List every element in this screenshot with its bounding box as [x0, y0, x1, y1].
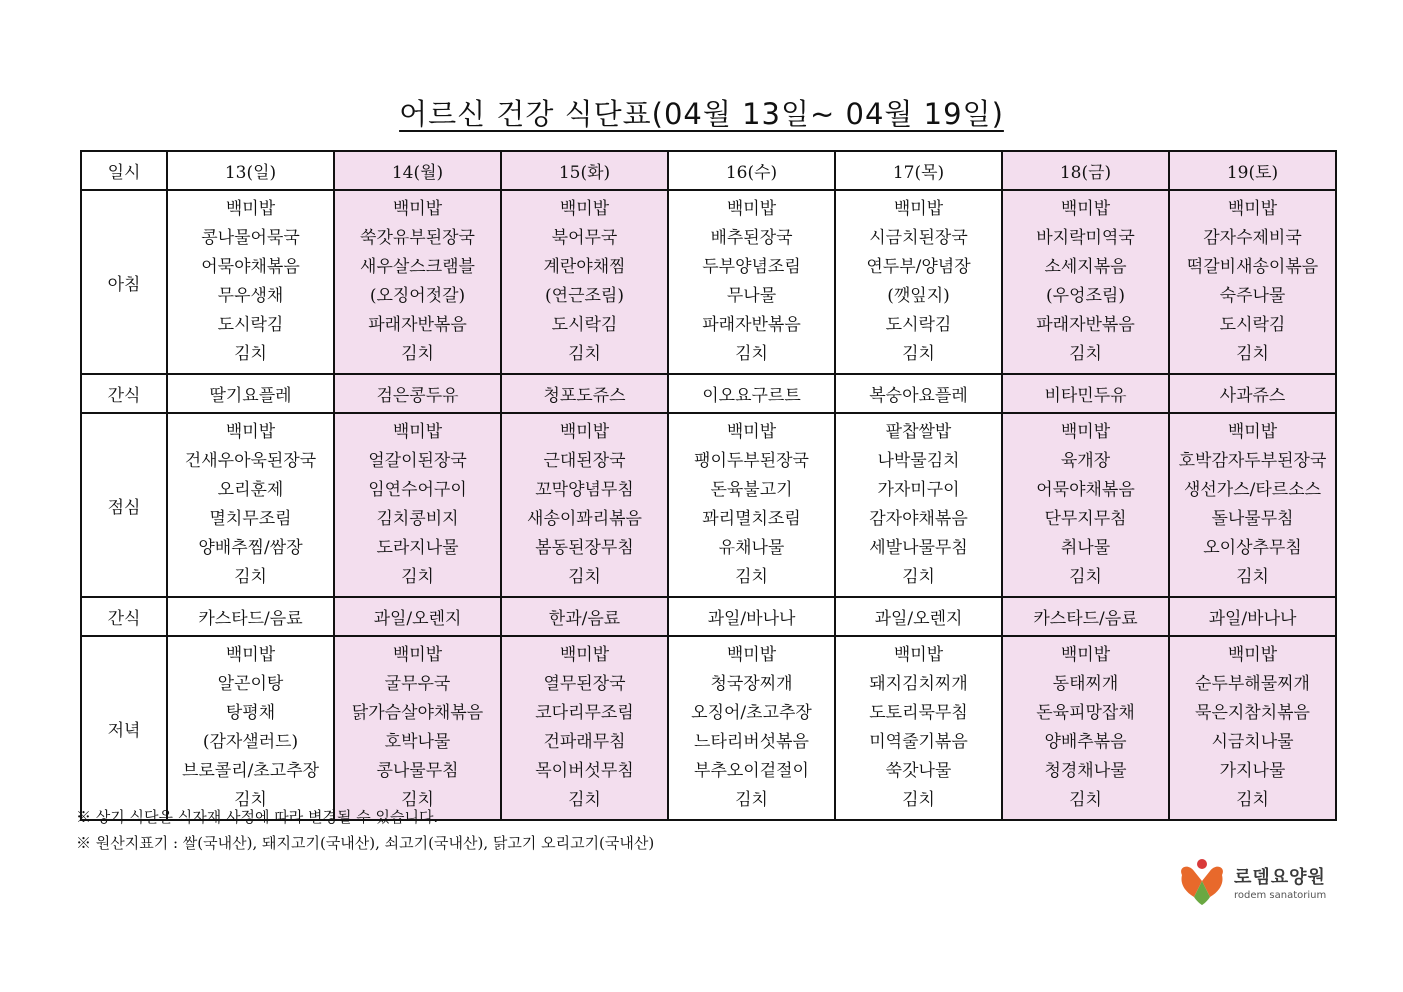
breakfast-row — [81, 190, 1336, 374]
menu-item: 김치 — [1236, 567, 1269, 587]
menu-item: 브로콜리/초고추장 — [181, 761, 320, 781]
row-label-snack: 간식 — [81, 374, 167, 413]
menu-item: 쑥갓유부된장국 — [360, 228, 475, 248]
snack-row — [81, 597, 1336, 636]
menu-item: 청국장찌개 — [710, 674, 793, 694]
menu-item: 두부양념조림 — [702, 257, 801, 277]
menu-item: 새우살스크램블 — [360, 257, 475, 277]
menu-item: 새송이꽈리볶음 — [527, 509, 642, 529]
menu-item-list — [1170, 637, 1335, 819]
menu-item-list — [502, 414, 667, 596]
menu-item-list — [502, 191, 667, 373]
menu-item-list — [1170, 414, 1335, 596]
menu-cell — [1002, 190, 1169, 374]
logo — [1176, 857, 1341, 909]
menu-cell — [835, 190, 1002, 374]
logo-name: 로뎀요양원 — [1234, 867, 1326, 888]
menu-cell — [167, 190, 334, 374]
menu-item-list — [669, 191, 834, 373]
snack-cell: 이오요구르트 — [668, 374, 835, 413]
menu-item: 백미밥 — [893, 199, 944, 219]
menu-cell — [501, 636, 668, 820]
menu-item: 양배추볶음 — [1044, 732, 1127, 752]
menu-item: 건파래무침 — [543, 732, 626, 752]
menu-item: 백미밥 — [1060, 645, 1111, 665]
menu-item: 김치 — [1236, 344, 1269, 364]
menu-item: 백미밥 — [893, 645, 944, 665]
menu-item-list — [836, 191, 1001, 373]
menu-item: 순두부해물찌개 — [1195, 674, 1310, 694]
menu-item-list — [836, 414, 1001, 596]
menu-item: 백미밥 — [726, 422, 777, 442]
menu-item: 건새우아욱된장국 — [184, 451, 317, 471]
menu-item: (우엉조림) — [1046, 286, 1125, 306]
menu-item: 콩나물어묵국 — [201, 228, 300, 248]
snack-cell: 한과/음료 — [501, 597, 668, 636]
menu-cell — [334, 413, 501, 597]
menu-item: 도토리묵무침 — [869, 703, 968, 723]
menu-item: 굴무우국 — [384, 674, 451, 694]
menu-item: 계란야채찜 — [543, 257, 626, 277]
menu-item: 도시락김 — [217, 315, 284, 335]
menu-item: 열무된장국 — [543, 674, 626, 694]
menu-item-list — [1003, 191, 1168, 373]
snack-cell: 딸기요플레 — [167, 374, 334, 413]
title-text: 어르신 건강 식단표(04월 13일~ 04월 19일) — [399, 97, 1004, 131]
menu-item: 소세지볶음 — [1044, 257, 1127, 277]
menu-item: 김치 — [568, 344, 601, 364]
menu-item: 백미밥 — [392, 645, 443, 665]
heart-logo-icon — [1176, 857, 1232, 909]
menu-item: 김치 — [568, 567, 601, 587]
menu-item: 오징어/초고추장 — [691, 703, 812, 723]
header-row — [81, 151, 1336, 190]
menu-item: 돈육피망잡채 — [1036, 703, 1135, 723]
menu-item: 백미밥 — [559, 422, 610, 442]
menu-item: 백미밥 — [392, 199, 443, 219]
menu-cell — [334, 636, 501, 820]
menu-item: 팥찹쌀밥 — [885, 422, 952, 442]
menu-item: 백미밥 — [225, 422, 276, 442]
day-header: 18(금) — [1002, 151, 1169, 190]
menu-item: 단무지무침 — [1044, 509, 1127, 529]
menu-item: 세발나물무침 — [869, 538, 968, 558]
row-label-lunch: 점심 — [81, 413, 167, 597]
menu-item: 연두부/양념장 — [866, 257, 971, 277]
menu-table — [80, 150, 1337, 821]
menu-item: 백미밥 — [225, 645, 276, 665]
menu-item: 백미밥 — [225, 199, 276, 219]
menu-item: 감자수제비국 — [1203, 228, 1302, 248]
menu-item: 도시락김 — [551, 315, 618, 335]
snack-cell: 비타민두유 — [1002, 374, 1169, 413]
menu-item: 호박감자두부된장국 — [1178, 451, 1327, 471]
menu-item: 쑥갓나물 — [885, 761, 952, 781]
menu-item: 얼갈이된장국 — [368, 451, 467, 471]
menu-item: 김치 — [234, 567, 267, 587]
menu-item: 무나물 — [726, 286, 777, 306]
menu-item: 김치 — [234, 344, 267, 364]
menu-item-list — [1003, 414, 1168, 596]
lunch-row — [81, 413, 1336, 597]
menu-item: 양배추찜/쌈장 — [198, 538, 303, 558]
menu-item: 봄동된장무침 — [535, 538, 634, 558]
menu-item: 꼬막양념무침 — [535, 480, 634, 500]
snack-cell: 과일/바나나 — [668, 597, 835, 636]
page-title — [0, 92, 1403, 133]
menu-item: 육개장 — [1060, 451, 1111, 471]
menu-item: 느타리버섯볶음 — [694, 732, 809, 752]
menu-item: 떡갈비새송이볶음 — [1186, 257, 1319, 277]
menu-cell — [668, 413, 835, 597]
menu-item: 도시락김 — [1219, 315, 1286, 335]
menu-cell — [1169, 636, 1336, 820]
menu-cell — [334, 190, 501, 374]
menu-item: (연근조림) — [545, 286, 624, 306]
menu-item: 부추오이겉절이 — [694, 761, 809, 781]
menu-item: 백미밥 — [559, 199, 610, 219]
day-header: 14(월) — [334, 151, 501, 190]
menu-item: 김치 — [401, 790, 434, 810]
menu-item: 김치 — [735, 344, 768, 364]
menu-item: 오이상추무침 — [1203, 538, 1302, 558]
menu-item: 미역줄기볶음 — [869, 732, 968, 752]
snack-cell: 과일/바나나 — [1169, 597, 1336, 636]
day-header: 15(화) — [501, 151, 668, 190]
menu-item-list — [335, 191, 500, 373]
day-header: 13(일) — [167, 151, 334, 190]
menu-item-list — [836, 637, 1001, 819]
snack-cell: 과일/오렌지 — [334, 597, 501, 636]
menu-item: 김치 — [234, 790, 267, 810]
footnote-change-notice: ※ 상기 식단은 식자재 사정에 따라 변경될 수 있습니다. — [76, 808, 439, 826]
menu-item: 도시락김 — [885, 315, 952, 335]
menu-item: (감자샐러드) — [202, 732, 299, 752]
menu-cell — [668, 636, 835, 820]
menu-item: 청경채나물 — [1044, 761, 1127, 781]
menu-item: 백미밥 — [559, 645, 610, 665]
day-header: 17(목) — [835, 151, 1002, 190]
menu-item: 김치 — [902, 567, 935, 587]
menu-item: 시금치된장국 — [869, 228, 968, 248]
menu-item: 백미밥 — [726, 199, 777, 219]
menu-item-list — [335, 637, 500, 819]
menu-item: 알곤이탕 — [217, 674, 284, 694]
menu-cell — [835, 413, 1002, 597]
menu-item: 백미밥 — [1227, 422, 1278, 442]
menu-item: 북어무국 — [551, 228, 618, 248]
menu-item: 탕평채 — [225, 703, 276, 723]
menu-item: 코다리무조림 — [535, 703, 634, 723]
menu-item: 백미밥 — [1227, 199, 1278, 219]
menu-item: 도라지나물 — [376, 538, 459, 558]
menu-item: 백미밥 — [726, 645, 777, 665]
menu-item: 김치 — [1236, 790, 1269, 810]
menu-item: (깻잎지) — [887, 286, 950, 306]
menu-item-list — [1170, 191, 1335, 373]
menu-item: 김치콩비지 — [376, 509, 459, 529]
snack-cell: 사과쥬스 — [1169, 374, 1336, 413]
menu-item: 목이버섯무침 — [535, 761, 634, 781]
dinner-row — [81, 636, 1336, 820]
menu-item: 오리훈제 — [217, 480, 284, 500]
menu-item-list — [168, 414, 333, 596]
menu-item: 김치 — [902, 344, 935, 364]
menu-cell — [501, 413, 668, 597]
menu-item: 김치 — [1069, 567, 1102, 587]
menu-item: 숙주나물 — [1219, 286, 1286, 306]
menu-cell — [1002, 413, 1169, 597]
menu-item: 근대된장국 — [543, 451, 626, 471]
menu-item: 콩나물무침 — [376, 761, 459, 781]
menu-item: 임연수어구이 — [368, 480, 467, 500]
menu-item-list — [168, 637, 333, 819]
menu-item: 꽈리멸치조림 — [702, 509, 801, 529]
day-header: 16(수) — [668, 151, 835, 190]
menu-item: 가자미구이 — [877, 480, 960, 500]
menu-item: 김치 — [1069, 344, 1102, 364]
menu-item: 팽이두부된장국 — [694, 451, 809, 471]
menu-item: 멸치무조림 — [209, 509, 292, 529]
menu-item: 취나물 — [1060, 538, 1111, 558]
menu-item: (오징어젓갈) — [369, 286, 466, 306]
menu-item: 바지락미역국 — [1036, 228, 1135, 248]
menu-cell — [501, 190, 668, 374]
menu-item: 돈육불고기 — [710, 480, 793, 500]
menu-item-list — [669, 414, 834, 596]
snack-cell: 카스타드/음료 — [1002, 597, 1169, 636]
menu-item: 어묵야채볶음 — [1036, 480, 1135, 500]
menu-cell — [1169, 413, 1336, 597]
menu-item: 호박나물 — [384, 732, 451, 752]
menu-item: 백미밥 — [392, 422, 443, 442]
snack-cell: 검은콩두유 — [334, 374, 501, 413]
menu-item: 김치 — [902, 790, 935, 810]
snack-cell: 카스타드/음료 — [167, 597, 334, 636]
footnote-origin: ※ 원산지표기 : 쌀(국내산), 돼지고기(국내산), 쇠고기(국내산), 닭고기 오리고기(국내산) — [76, 834, 655, 852]
menu-item-list — [335, 414, 500, 596]
menu-item: 무우생채 — [217, 286, 284, 306]
menu-cell — [668, 190, 835, 374]
menu-item: 김치 — [1069, 790, 1102, 810]
menu-item: 나박물김치 — [877, 451, 960, 471]
snack-row — [81, 374, 1336, 413]
menu-item: 배추된장국 — [710, 228, 793, 248]
menu-cell — [835, 636, 1002, 820]
menu-item: 시금치나물 — [1211, 732, 1294, 752]
menu-item: 돌나물무침 — [1211, 509, 1294, 529]
snack-cell: 과일/오렌지 — [835, 597, 1002, 636]
menu-item: 파래자반볶음 — [1036, 315, 1135, 335]
menu-item: 동태찌개 — [1052, 674, 1119, 694]
menu-item: 파래자반볶음 — [702, 315, 801, 335]
menu-item: 감자야채볶음 — [869, 509, 968, 529]
menu-item-list — [168, 191, 333, 373]
menu-item: 묵은지참치볶음 — [1195, 703, 1310, 723]
menu-item: 김치 — [735, 790, 768, 810]
menu-item: 김치 — [401, 567, 434, 587]
menu-cell — [1169, 190, 1336, 374]
logo-text — [1234, 863, 1326, 901]
menu-item-list — [502, 637, 667, 819]
menu-item-list — [669, 637, 834, 819]
menu-item: 백미밥 — [1060, 422, 1111, 442]
menu-item: 백미밥 — [1060, 199, 1111, 219]
menu-item: 돼지김치찌개 — [869, 674, 968, 694]
menu-item: 가지나물 — [1219, 761, 1286, 781]
menu-item: 유채나물 — [718, 538, 785, 558]
row-label-dinner: 저녁 — [81, 636, 167, 820]
row-label-breakfast: 아침 — [81, 190, 167, 374]
menu-item: 김치 — [568, 790, 601, 810]
menu-item: 생선가스/타르소스 — [1183, 480, 1322, 500]
menu-item-list — [1003, 637, 1168, 819]
row-label-snack: 간식 — [81, 597, 167, 636]
menu-item: 김치 — [401, 344, 434, 364]
snack-cell: 청포도쥬스 — [501, 374, 668, 413]
menu-cell — [1002, 636, 1169, 820]
menu-cell — [167, 636, 334, 820]
menu-item: 파래자반볶음 — [368, 315, 467, 335]
menu-item: 백미밥 — [1227, 645, 1278, 665]
menu-item: 김치 — [735, 567, 768, 587]
menu-cell — [167, 413, 334, 597]
logo-subtitle: rodem sanatorium — [1234, 890, 1327, 901]
snack-cell: 복숭아요플레 — [835, 374, 1002, 413]
footnotes — [76, 804, 654, 856]
menu-item: 어묵야채볶음 — [201, 257, 300, 277]
header-label: 일시 — [81, 151, 167, 190]
menu-item: 닭가슴살야채볶음 — [351, 703, 484, 723]
day-header: 19(토) — [1169, 151, 1336, 190]
